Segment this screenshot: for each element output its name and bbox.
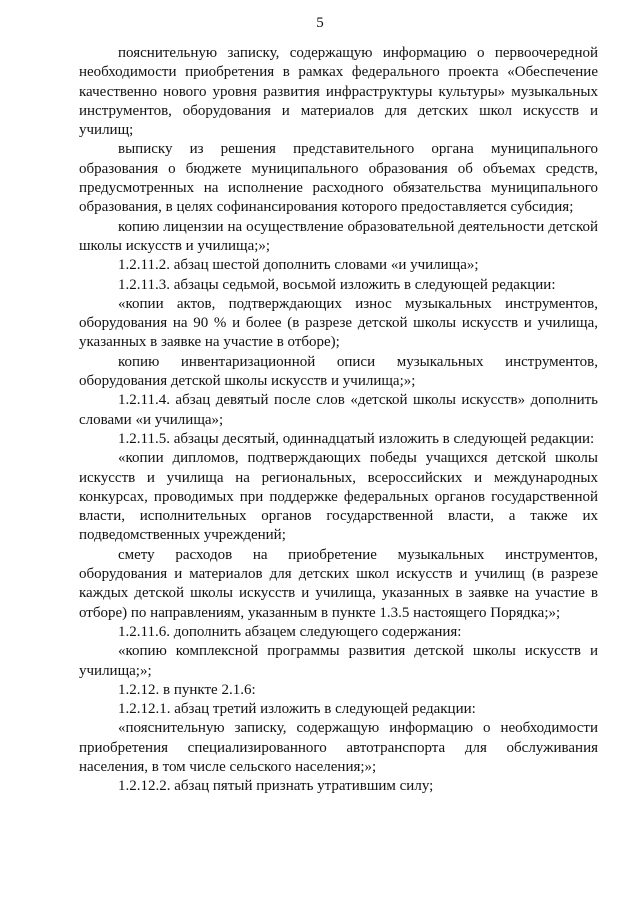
- paragraph-license-copy: копию лицензии на осуществление образовательной деятельности детской школы искусств и училища;»;: [79, 218, 598, 254]
- paragraph-budget-extract: выписку из решения представительного органа муниципального образования о бюджете муниципального образования об объемах средств, предусмотренных на исполнение расходного обязательства муниципального образования, в целях софинансирования которого предоставляется субсидия;: [79, 141, 598, 216]
- paragraph-cost-estimate: смету расходов на приобретение музыкальных инструментов, оборудования и материалов для детских школ искусств и училищ (в разрезе каждых детской школы искусств и училища, указанных в заявке на участие в отборе) по направлениям, указанным в пункте 1.3.5 настоящего Порядка;»;: [79, 546, 598, 621]
- paragraph-1-2-12: 1.2.12. в пункте 2.1.6:: [118, 681, 256, 698]
- paragraph-inventory-copy: копию инвентаризационной описи музыкальных инструментов, оборудования детской школы искусств и училища;»;: [79, 353, 598, 390]
- paragraph-1-2-11-6: 1.2.11.6. дополнить абзацем следующего содержания:: [118, 623, 462, 640]
- paragraph-1-2-12-1: 1.2.12.1. абзац третий изложить в следующей редакции:: [118, 701, 476, 718]
- paragraph-wear-acts: «копии актов, подтверждающих износ музыкальных инструментов, оборудования на 90 % и более (в разрезе детской школы искусств и училища, указанных в заявке на участие в отборе);: [79, 295, 598, 351]
- paragraph-1-2-11-3: 1.2.11.3. абзацы седьмой, восьмой изложить в следующей редакции:: [118, 276, 556, 293]
- page-number: 5: [316, 15, 324, 31]
- paragraph-1-2-12-2: 1.2.12.2. абзац пятый признать утратившим силу;: [118, 778, 434, 795]
- paragraph-1-2-11-5: 1.2.11.5. абзацы десятый, одиннадцатый изложить в следующей редакции:: [118, 430, 595, 447]
- paragraph-transport-note: «пояснительную записку, содержащую информацию о необходимости приобретения специализированного автотранспорта для обслуживания населения, в том числе сельского населения;»;: [79, 720, 598, 775]
- paragraph-1-2-11-4: 1.2.11.4. абзац девятый после слов «детской школы искусств» дополнить словами «и училища»;: [79, 392, 598, 428]
- paragraph-diplomas: «копии дипломов, подтверждающих победы учащихся детской школы искусств и училища на региональных, всероссийских и международных конкурсах, проводимых при поддержке федеральных органов государственной власти, исполнительных органов государственной власти, а также их подведомственных учреждений;: [79, 450, 598, 544]
- document-body: [79, 44, 598, 797]
- paragraph-explanatory-note: пояснительную записку, содержащую информацию о первоочередной необходимости приобретения в рамках федерального проекта «Обеспечение качественно нового уровня развития инфраструктуры культуры» музыкальных инструментов, оборудования и материалов для детских школ искусств и училищ;: [79, 45, 598, 139]
- paragraph-1-2-11-2: 1.2.11.2. абзац шестой дополнить словами «и училища»;: [118, 257, 479, 274]
- paragraph-development-program: «копию комплексной программы развития детской школы искусств и училища;»;: [79, 643, 598, 679]
